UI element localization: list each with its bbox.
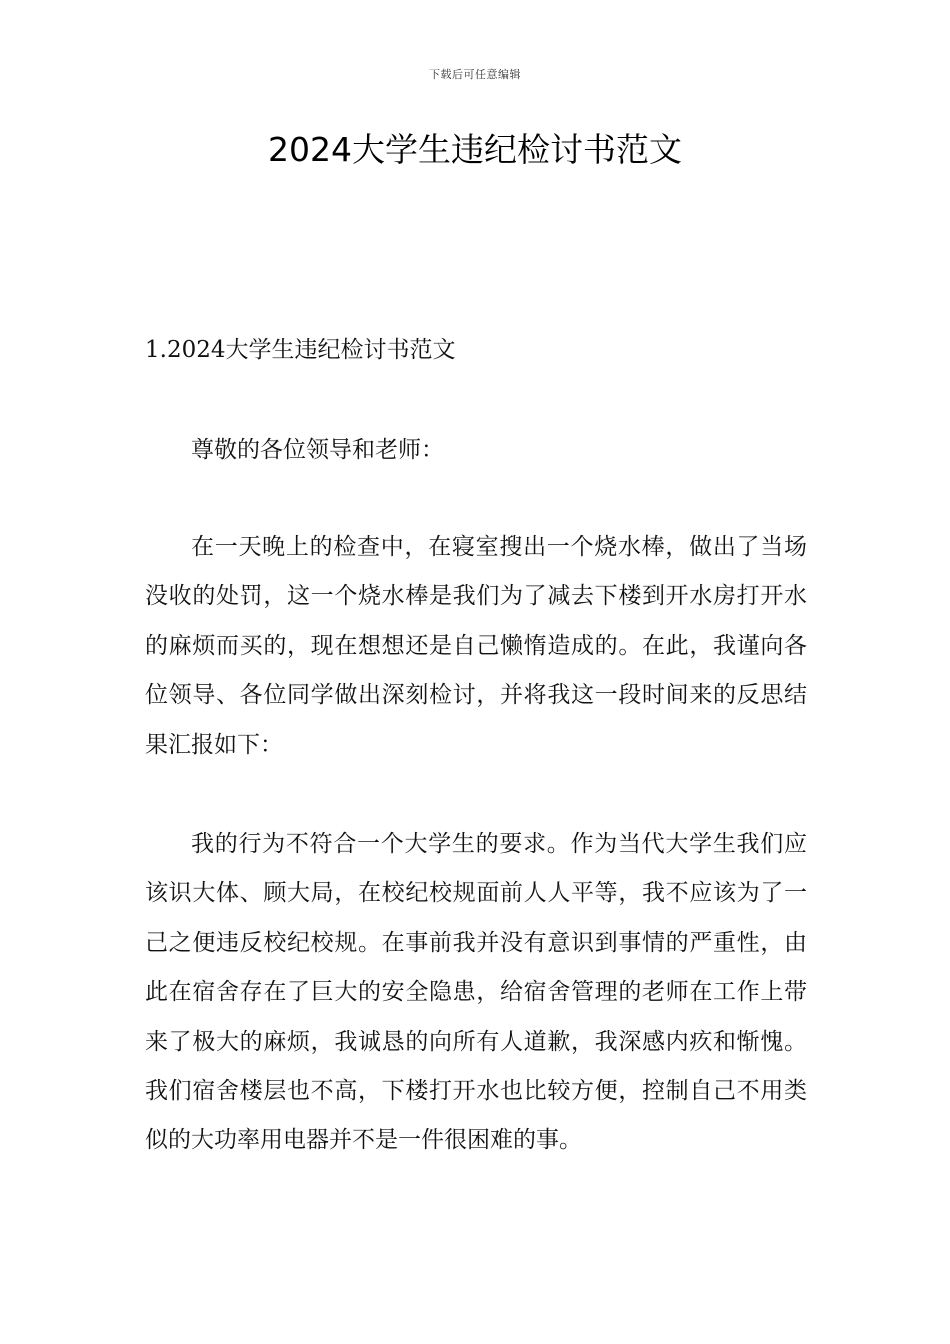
section-heading: 1.2024大学生违纪检讨书范文 <box>145 337 456 363</box>
header-note: 下载后可任意编辑 <box>429 68 521 81</box>
body-paragraph: 在一天晚上的检查中，在寝室搜出一个烧水棒，做出了当场没收的处罚，这一个烧水棒是我们为了减去下楼到开水房打开水的麻烦而买的，现在想想还是自己懒惰造成的。在此，我谨向各位领导、各位同学做出深刻检讨，并将我这一段时间来的反思结果汇报如下： <box>145 534 807 758</box>
document-title: 2024大学生违纪检讨书范文 <box>268 130 682 169</box>
body-paragraph: 我的行为不符合一个大学生的要求。作为当代大学生我们应该识大体、顾大局，在校纪校规面前人人平等，我不应该为了一己之便违反校纪校规。在事前我并没有意识到事情的严重性，由此在宿舍存在了巨大的安全隐患，给宿舍管理的老师在工作上带来了极大的麻烦，我诚恳的向所有人道歉，我深感内疚和惭愧。我们宿舍楼层也不高，下楼打开水也比较方便，控制自己不用类似的大功率用电器并不是一件很困难的事。 <box>145 831 807 1154</box>
salutation: 尊敬的各位领导和老师： <box>191 437 444 463</box>
